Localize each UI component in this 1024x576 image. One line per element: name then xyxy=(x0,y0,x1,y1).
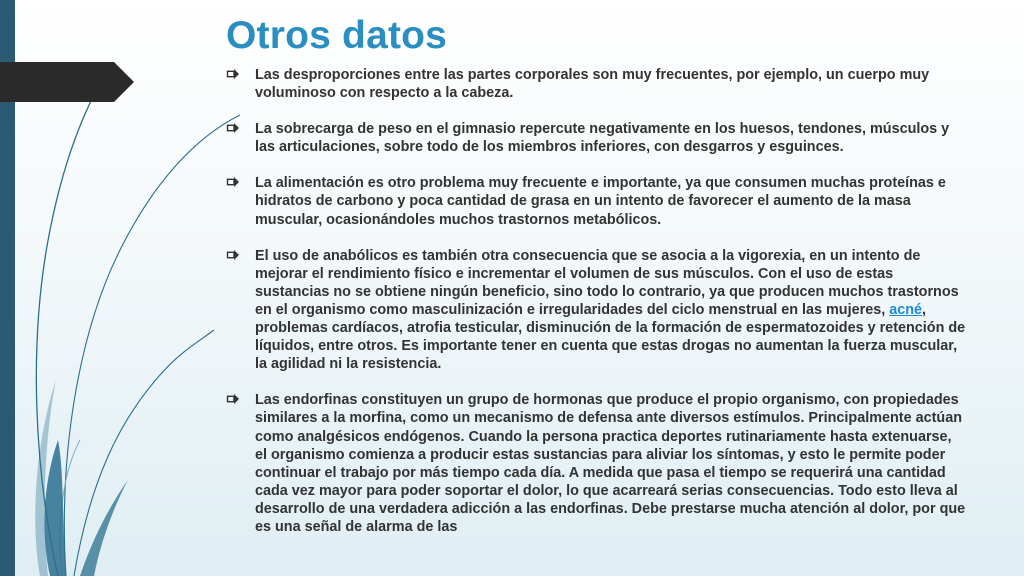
arrow-right-icon xyxy=(226,175,240,189)
list-item xyxy=(226,174,966,228)
curve-shape xyxy=(80,480,128,576)
title-tab-shape xyxy=(0,62,134,102)
curve-line xyxy=(64,115,240,576)
list-item-text: La sobrecarga de peso en el gimnasio repercute negativamente en los huesos, tendones, músculos y las articulaciones, sobre todo de los miembros inferiores, con desgarros y esguinces. xyxy=(255,121,950,156)
arrow-right-icon xyxy=(226,248,240,262)
curve-shape xyxy=(44,440,66,576)
list-item xyxy=(226,120,966,156)
acne-link[interactable]: acné xyxy=(889,301,923,318)
list-item xyxy=(226,247,966,374)
list-item-text: La alimentación es otro problema muy frecuente e importante, ya que consumen muchas proteínas e hidratos de carbono y poca cantidad de grasa en un intento de favorecer el aumento de la masa muscular, ocasionándoles muchos trastornos metabólicos. xyxy=(255,175,946,228)
list-item-text: El uso de anabólicos es también otra consecuencia que se asocia a la vigorexia, en un intento de mejorar el rendimiento físico e incrementar el volumen de sus músculos. Con el uso de estas sustancias no se obtiene ningún beneficio, sino todo lo contrario, ya que producen muchos trastornos en el organismo como masculinización e irregularidades del ciclo menstrual en las mujeres, xyxy=(255,247,959,318)
list-item-text: , problemas cardíacos, atrofia testicular, disminución de la formación de espermatozoides y retención de líquidos, entre otros. Es importante tener en cuenta que estas drogas no aumentan la fuerza muscular, la agilidad ni la resistencia. xyxy=(255,301,966,373)
list-item-text: Las endorfinas constituyen un grupo de hormonas que produce el propio organismo, con propiedades similares a la morfina, como un mecanismo de defensa ante diversos estímulos. Principalmente actúan como analgésicos endógenos. Cuando la persona practica deportes rutinariamente hasta extenuarse, el organismo comienza a producir estas sustancias para aliviar los síntomas, y esto le permite poder continuar el trabajo por más tiempo cada día. A medida que pasa el tiempo se requerirá una cantidad cada vez mayor para poder soportar el dolor, lo que acarreará serias consecuencias. Todo esto lleva al desarrollo de una verdadera adicción a las endorfinas. Debe prestarse mucha atención al dolor, por que es una señal de alarma de las xyxy=(255,392,966,535)
arrow-right-icon xyxy=(226,67,240,81)
arrow-right-icon xyxy=(226,121,240,135)
list-item-text: Las desproporciones entre las partes corporales son muy frecuentes, por ejemplo, un cuerpo muy voluminoso con respecto a la cabeza. xyxy=(255,67,930,102)
arrow-right-icon xyxy=(226,392,240,406)
page-title: Otros datos xyxy=(226,14,448,57)
bullet-list xyxy=(226,66,966,554)
list-item xyxy=(226,391,966,536)
list-item xyxy=(226,66,966,102)
